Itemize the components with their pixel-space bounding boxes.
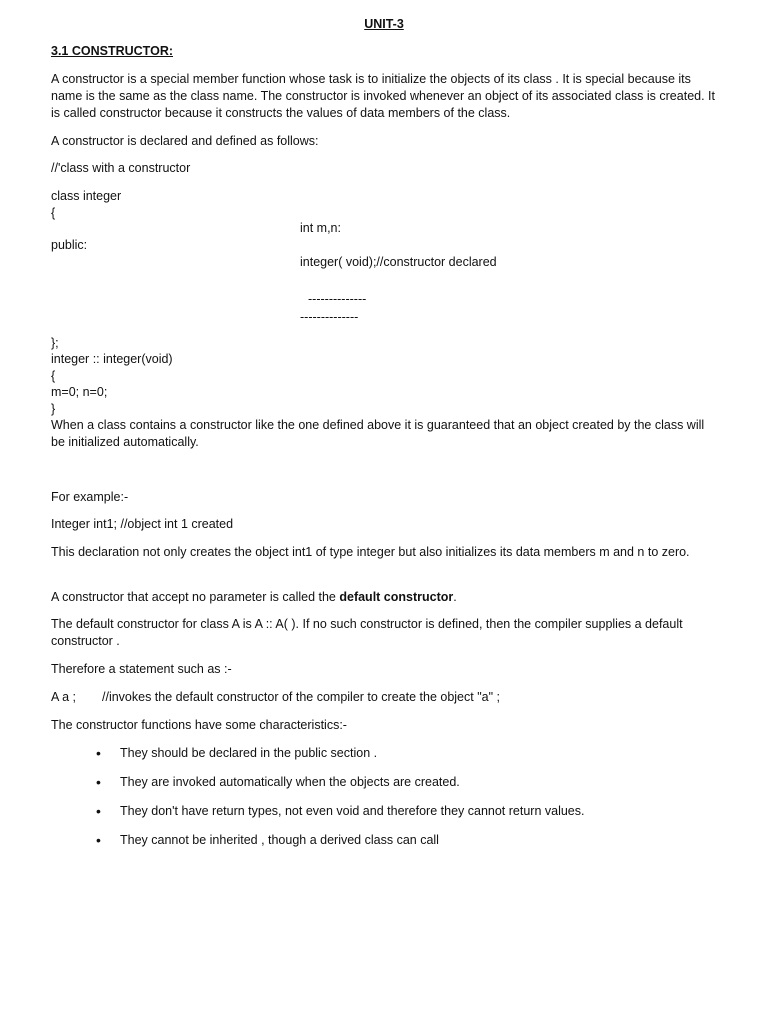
code-comment: //'class with a constructor (51, 161, 191, 175)
default-constructor-prefix: A constructor that accept no parameter is called the (51, 590, 340, 604)
list-item-text: They don't have return types, not even void and therefore they cannot return values. (120, 804, 585, 818)
code-open-brace-2: { (51, 369, 56, 383)
paragraph-class-a: The default constructor for class A is A :: A( ). If no such constructor is defined, then the compiler supplies a default constructor . (51, 617, 683, 648)
code-statement-a-code: A a ; (51, 690, 77, 704)
bullet-icon: • (96, 774, 101, 790)
code-dash-line-2: -------------- (300, 310, 359, 324)
list-item (96, 803, 584, 832)
example-label: For example:- (51, 490, 129, 504)
code-dash-line-1: -------------- (308, 292, 367, 306)
code-close-class: }; (51, 336, 59, 350)
paragraph-declared-defined: A constructor is declared and defined as follows: (51, 134, 319, 148)
code-constructor-decl: integer( void);//constructor declared (300, 255, 497, 269)
paragraph-guaranteed-init: When a class contains a constructor like the one defined above it is guaranteed that an object created by the class will be initialized automatically. (51, 418, 705, 449)
paragraph-constructor-definition: A constructor is a special member function whose task is to initialize the objects of its class . It is special because its name is the same as the class name. The constructor is invoked whenever an object of its associated class is created. It is called constructor because it constructs the values of data members of the class. (51, 72, 715, 120)
section-heading: 3.1 CONSTRUCTOR: (51, 44, 174, 58)
bullet-icon: • (96, 803, 101, 819)
paragraph-declaration: This declaration not only creates the object int1 of type integer but also initializes its data members m and n to zero. (51, 545, 690, 559)
paragraph-characteristics: The constructor functions have some characteristics:- (51, 718, 347, 732)
code-statement-a (51, 689, 500, 706)
characteristics-list (96, 745, 584, 861)
list-item-text: They should be declared in the public section . (120, 746, 378, 760)
example-code: Integer int1; //object int 1 created (51, 517, 234, 531)
unit-title: UNIT-3 (364, 17, 404, 31)
code-statement-a-comment: //invokes the default constructor of the compiler to create the object "a" ; (102, 690, 500, 704)
list-item (96, 745, 584, 774)
paragraph-default-constructor (51, 589, 457, 606)
default-constructor-suffix: . (453, 590, 457, 604)
list-item (96, 774, 584, 803)
code-members: int m,n: (300, 221, 341, 235)
code-constructor-def: integer :: integer(void) (51, 352, 173, 366)
list-item-text: They cannot be inherited , though a derived class can call (120, 833, 439, 847)
paragraph-therefore: Therefore a statement such as :- (51, 662, 232, 676)
code-public: public: (51, 238, 88, 252)
code-open-brace: { (51, 206, 56, 220)
bullet-icon: • (96, 832, 101, 848)
code-body: m=0; n=0; (51, 385, 108, 399)
bullet-icon: • (96, 745, 101, 761)
default-constructor-term: default constructor (339, 590, 454, 604)
code-class-line: class integer (51, 189, 122, 203)
code-close-brace-2: } (51, 402, 56, 416)
list-item (96, 832, 584, 861)
list-item-text: They are invoked automatically when the objects are created. (120, 775, 460, 789)
